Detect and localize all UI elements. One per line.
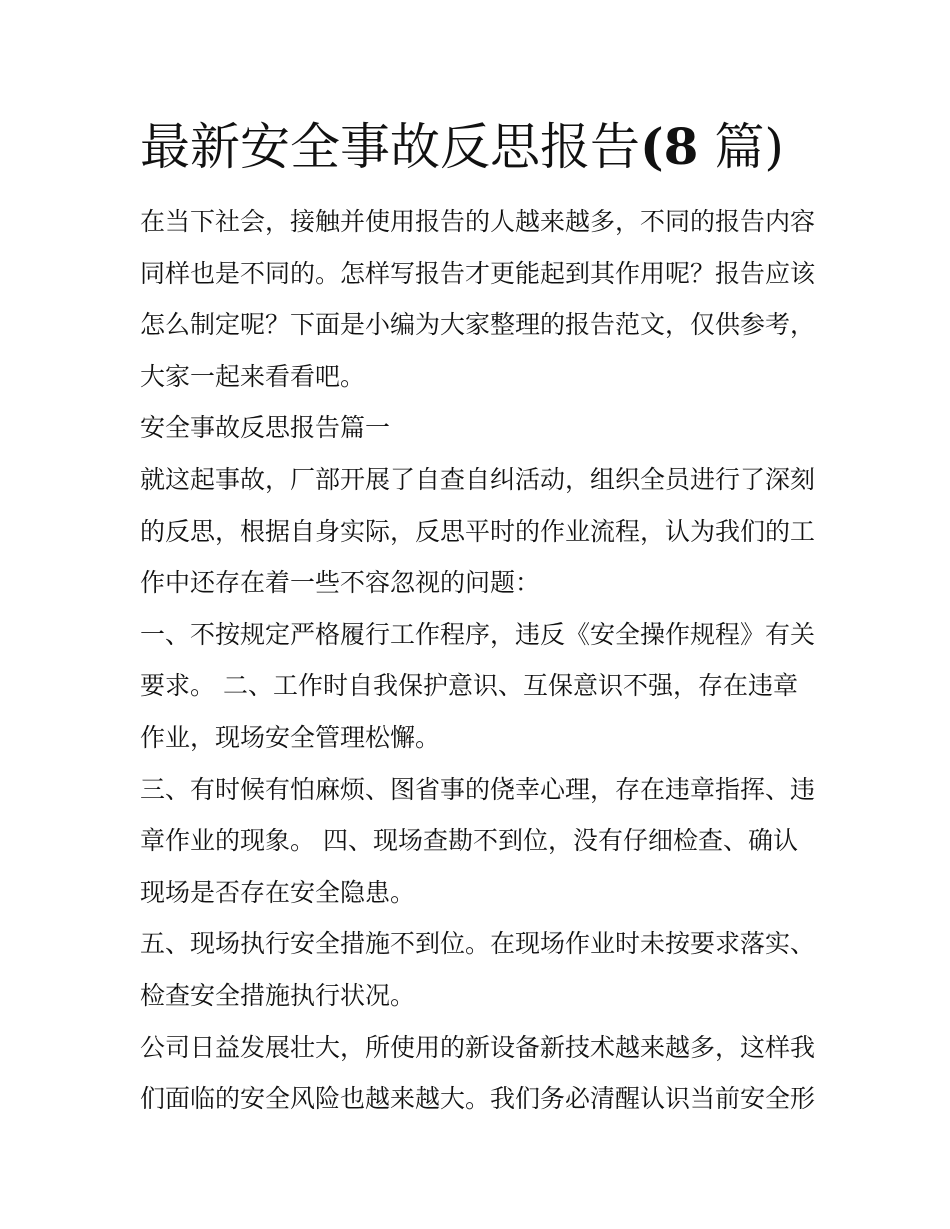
body-line: 作中还存在着一些不容忽视的问题：	[140, 568, 541, 598]
title-main: 最新安全事故反思报告	[140, 118, 640, 176]
intro-line: 在当下社会，接触并使用报告的人越来越多，不同的报告内容	[140, 207, 816, 236]
body-line: 章作业的现象。 四、现场查勘不到位，没有仔细检查、确认	[140, 826, 798, 856]
section-heading: 安全事故反思报告篇一	[140, 413, 391, 443]
body-line: 们面临的安全风险也越来越大。我们务必清醒认识当前安全形	[140, 1084, 816, 1114]
intro-line: 大家一起来看看吧。	[140, 361, 366, 391]
body-line: 就这起事故，厂部开展了自查自纠活动，组织全员进行了深刻	[140, 464, 816, 494]
title-paren-open: (	[640, 117, 664, 176]
body-line: 五、现场执行安全措施不到位。在现场作业时未按要求落实、	[140, 929, 816, 959]
intro-line: 同样也是不同的。怎样写报告才更能起到其作用呢？报告应该	[140, 258, 816, 288]
body-line: 作业，现场安全管理松懈。	[140, 722, 441, 752]
body-line: 现场是否存在安全隐患。	[140, 877, 416, 907]
title-suffix: 篇)	[698, 118, 784, 176]
intro-line: 怎么制定呢？下面是小编为大家整理的报告范文，仅供参考，	[140, 310, 816, 340]
body-line: 一、不按规定严格履行工作程序，违反《安全操作规程》有关	[140, 619, 816, 649]
body-line: 检查安全措施执行状况。	[140, 980, 416, 1010]
page-title	[140, 112, 840, 182]
title-number: 8	[663, 117, 699, 176]
body-line: 三、有时候有怕麻烦、图省事的侥幸心理，存在违章指挥、违	[140, 774, 816, 804]
body-line: 公司日益发展壮大，所使用的新设备新技术越来越多，这样我	[140, 1032, 816, 1062]
body-line: 的反思，根据自身实际，反思平时的作业流程，认为我们的工	[140, 516, 816, 546]
body-line: 要求。 二、工作时自我保护意识、互保意识不强，存在违章	[140, 671, 798, 701]
document-body	[140, 196, 820, 1125]
